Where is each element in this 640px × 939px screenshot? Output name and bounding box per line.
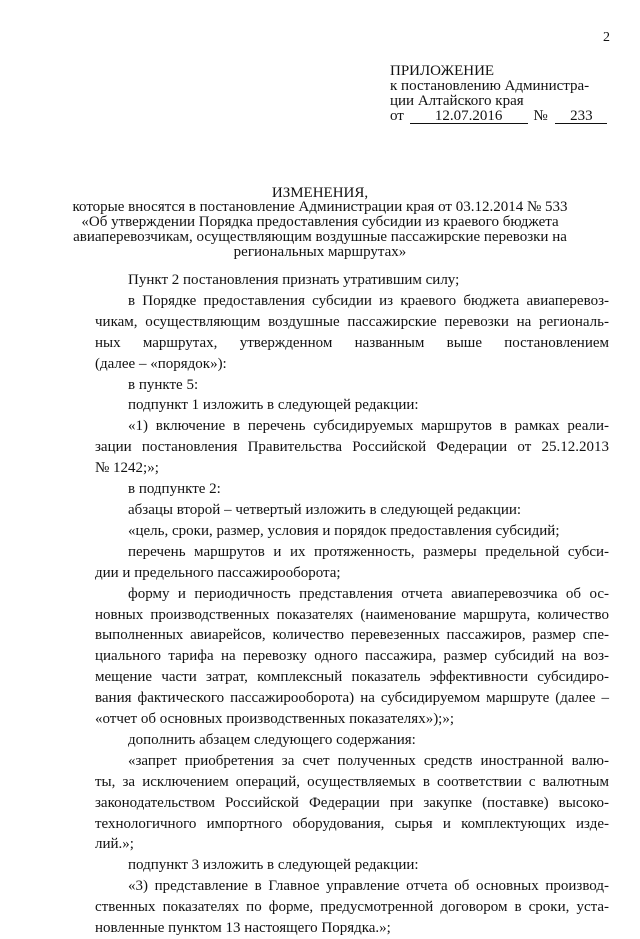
text-line: перечень маршрутов и их протяженность, размеры предельной субси- [128, 543, 609, 560]
paragraph: в пункте 5: [128, 376, 199, 393]
annex-title: ПРИЛОЖЕНИЕ [390, 63, 495, 79]
paragraph: подпункт 3 изложить в следующей редакции: [128, 857, 419, 874]
text-line: новленные пунктом 13 настоящего Порядка.»; [95, 920, 391, 937]
text-line: «1) включение в перечень субсидируемых маршрутов в рамках реали- [128, 418, 609, 435]
paragraph: «цель, сроки, размер, условия и порядок предоставления субсидий; [128, 522, 560, 539]
text-line: зации постановления Правительства Российской Федерации от 25.12.2013 [95, 439, 609, 456]
paragraph: абзацы второй – четвертый изложить в следующей редакции: [128, 501, 522, 518]
text-line: чикам, осуществляющим воздушные пассажирские перевозки на региональ- [95, 313, 609, 330]
text-line: технологичного импортного оборудования, сырья и комплектующих изде- [95, 815, 609, 832]
heading-title: ИЗМЕНЕНИЯ, [271, 185, 369, 201]
text-line: мещение части затрат, комплексный показатель эффективности субсидиро- [95, 669, 609, 686]
text-line: ных маршрутах, утвержденном названным выше постановлением [95, 334, 609, 351]
document-body [95, 270, 609, 939]
text-line: выполненных авиарейсов, количество перевезенных пассажиров, размер спе- [95, 627, 609, 644]
text-line: лий.»; [95, 836, 134, 853]
text-line: новных производственных показателях (наименование маршрута, количество [95, 606, 609, 623]
text-line: в Порядке предоставления субсидии из краевого бюджета авиаперевоз- [128, 292, 609, 309]
text-line: № 1242;»; [95, 460, 159, 477]
text-line: форму и периодичность представления отчета авиаперевозчика об ос- [128, 585, 609, 602]
annex-line-2: ции Алтайского края [390, 93, 524, 109]
heading-line-2: «Об утверждении Порядка предоставления субсидии из краевого бюджета [81, 214, 559, 230]
text-line: «3) представление в Главное управление отчета об основных производ- [128, 878, 609, 895]
paragraph: подпункт 1 изложить в следующей редакции: [128, 397, 419, 414]
text-line: «запрет приобретения за счет полученных средств иностранной валю- [128, 752, 609, 769]
annex-number: 233 [555, 109, 607, 124]
annex-date-line [390, 109, 607, 124]
paragraph: в подпункте 2: [128, 481, 221, 498]
annex-number-prefix: № [533, 108, 548, 124]
text-line: дии и предельного пассажирооборота; [95, 564, 341, 581]
text-line: «отчет об основных производственных показателях»);»; [95, 711, 455, 728]
page-number: 2 [603, 30, 610, 45]
heading-line-4: региональных маршрутах» [233, 244, 407, 260]
heading-line-1: которые вносятся в постановление Администрации края от 03.12.2014 № 533 [72, 199, 568, 215]
text-line: циального тарифа на перевозку одного пассажира, размер субсидий на воз- [95, 648, 609, 665]
annex-line-1: к постановлению Администра- [390, 78, 590, 94]
paragraph: Пункт 2 постановления признать утратившим силу; [128, 272, 460, 288]
text-line: ственных показателях по форме, предусмотренной договором в сроки, уста- [95, 899, 609, 916]
paragraph: дополнить абзацем следующего содержания: [128, 731, 416, 748]
text-line: вания фактического пассажирооборота) на субсидируемом маршруте (далее – [95, 690, 609, 707]
annex-date-prefix: от [390, 108, 404, 124]
text-line: ты, за исключением операций, осуществляемых в соответствии с валютным [95, 773, 609, 790]
text-line: (далее – «порядок»): [95, 355, 227, 372]
text-line: законодательством Российской Федерации при закупке (поставке) высоко- [95, 794, 609, 811]
annex-date: 12.07.2016 [410, 109, 528, 124]
heading-line-3: авиаперевозчикам, осуществляющим воздушные пассажирские перевозки на [73, 229, 567, 245]
